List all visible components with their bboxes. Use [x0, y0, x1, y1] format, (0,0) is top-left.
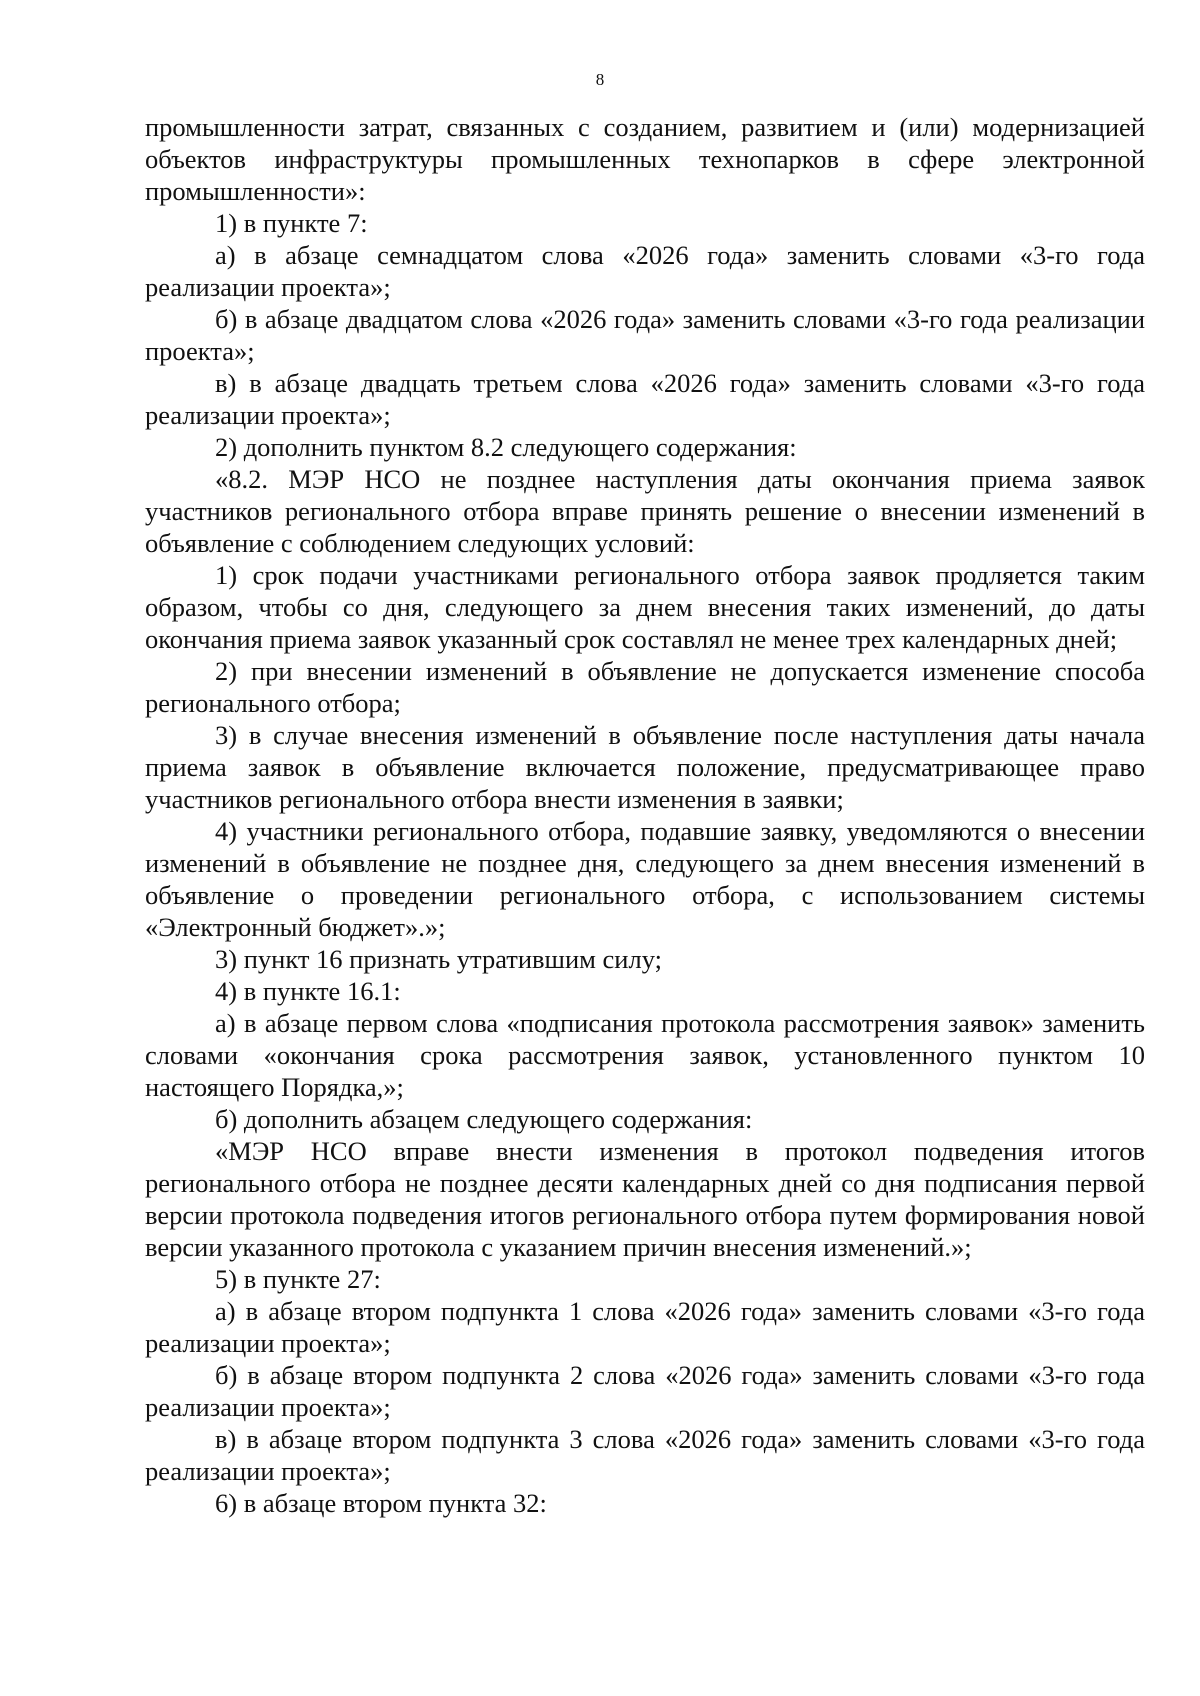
paragraph-item-1: 1) в пункте 7:	[215, 208, 368, 238]
paragraph-item-1b: б) в абзаце двадцатом слова «2026 года» заменить словами «3-го года реализации проекта»;	[145, 304, 1145, 366]
paragraph-item-1a: а) в абзаце семнадцатом слова «2026 года» заменить словами «3-го года реализации проекта»;	[145, 240, 1145, 302]
paragraph-item-5b: б) в абзаце втором подпункта 2 слова «2026 года» заменить словами «3-го года реализации проекта»;	[145, 1360, 1145, 1422]
paragraph-item-6: 6) в абзаце втором пункта 32:	[215, 1488, 547, 1518]
paragraph-item-5a: а) в абзаце втором подпункта 1 слова «2026 года» заменить словами «3-го года реализации проекта»;	[145, 1296, 1145, 1358]
paragraph-item-4a: а) в абзаце первом слова «подписания протокола рассмотрения заявок» заменить словами «окончания срока рассмотрения заявок, установленного пунктом 10 настоящего Порядка,»;	[145, 1008, 1145, 1102]
paragraph-item-2: 2) дополнить пунктом 8.2 следующего содержания:	[215, 432, 797, 462]
paragraph-condition-3: 3) в случае внесения изменений в объявление после наступления даты начала приема заявок в объявление включается положение, предусматривающее право участников регионального отбора внести изменения в заявки;	[145, 720, 1145, 814]
document-body	[145, 111, 1145, 1519]
page-number: 8	[595, 70, 605, 89]
paragraph-condition-1: 1) срок подачи участниками регионального отбора заявок продляется таким образом, чтобы со дня, следующего за днем внесения таких изменений, до даты окончания приема заявок указанный срок составлял не менее трех календарных дней;	[145, 560, 1145, 654]
paragraph-item-4: 4) в пункте 16.1:	[215, 976, 401, 1006]
paragraph-condition-2: 2) при внесении изменений в объявление не допускается изменение способа регионального отбора;	[145, 656, 1145, 718]
paragraph-item-5v: в) в абзаце втором подпункта 3 слова «2026 года» заменить словами «3-го года реализации проекта»;	[145, 1424, 1145, 1486]
paragraph-added-abzac: «МЭР НСО вправе внести изменения в протокол подведения итогов регионального отбора не позднее десяти календарных дней со дня подписания первой версии протокола подведения итогов регионального отбора путем формирования новой версии указанного протокола с указанием причин внесения изменений.»;	[145, 1136, 1145, 1262]
paragraph-item-5: 5) в пункте 27:	[215, 1264, 381, 1294]
paragraph-continuation: промышленности затрат, связанных с созданием, развитием и (или) модернизацией объектов инфраструктуры промышленных технопарков в сфере электронной промышленности»:	[145, 112, 1145, 206]
paragraph-condition-4: 4) участники регионального отбора, подавшие заявку, уведомляются о внесении изменений в объявление не позднее дня, следующего за днем внесения изменений в объявление о проведении регионального отбора, с использованием системы «Электронный бюджет».»;	[145, 816, 1145, 942]
paragraph-item-3: 3) пункт 16 признать утратившим силу;	[215, 944, 662, 974]
paragraph-clause-8-2: «8.2. МЭР НСО не позднее наступления даты окончания приема заявок участников регионального отбора вправе принять решение о внесении изменений в объявление с соблюдением следующих условий:	[145, 464, 1145, 558]
paragraph-item-4b: б) дополнить абзацем следующего содержания:	[215, 1104, 753, 1134]
paragraph-item-1v: в) в абзаце двадцать третьем слова «2026 года» заменить словами «3-го года реализации проекта»;	[145, 368, 1145, 430]
